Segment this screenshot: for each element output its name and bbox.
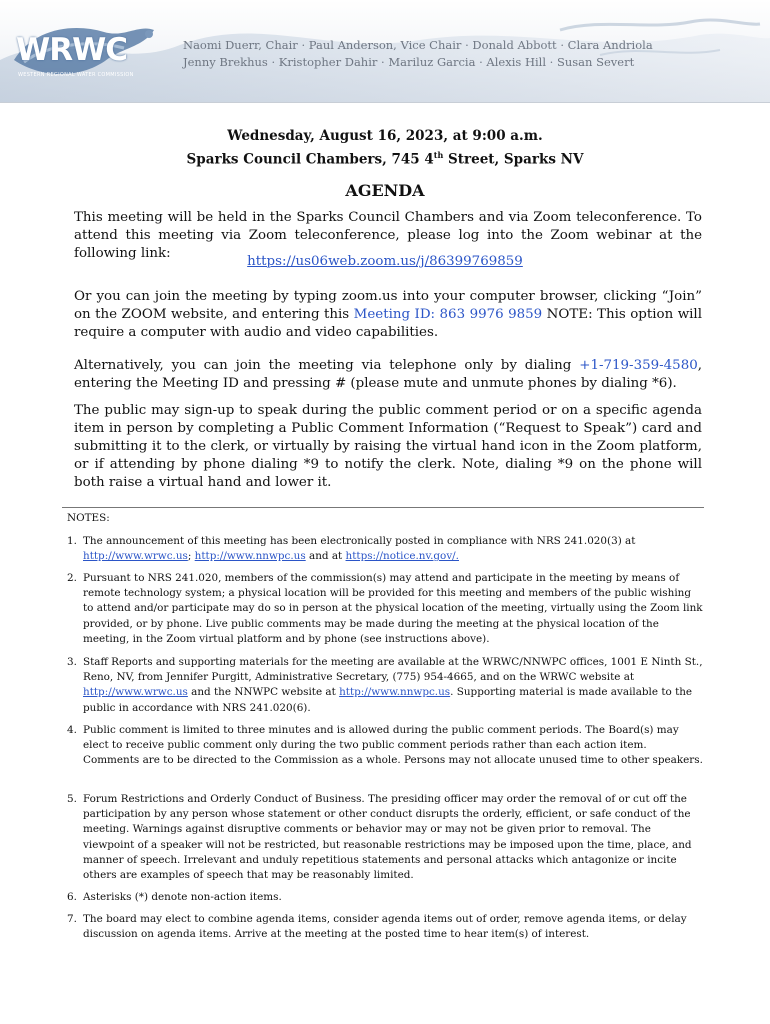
logo-subtitle: WESTERN REGIONAL WATER COMMISSION xyxy=(18,72,134,78)
wrwc-link[interactable]: http://www.wrwc.us xyxy=(83,550,188,563)
wrwc-link[interactable]: http://www.wrwc.us xyxy=(83,686,188,699)
agenda-title: AGENDA xyxy=(345,181,425,200)
join-text: Or you can join the meeting by typing zoom.us into your computer browser, clicking “Join” on the ZOOM website, and entering this xyxy=(74,289,702,322)
board-members-line-2: Jenny Brekhus · Kristopher Dahir · Mariluz Garcia · Alexis Hill · Susan Severt xyxy=(183,55,635,69)
location-superscript: th xyxy=(433,150,444,160)
note-text: Public comment is limited to three minutes and is allowed during the public comment periods. The Board(s) may elect to receive public comment only during the two public comment periods rather than each action item. Comments are to be directed to the Commission as a whole. Persons may not allocate unused time to other speakers. xyxy=(83,724,703,767)
note-number: 5. xyxy=(67,793,77,805)
note-1-separator: ; xyxy=(187,550,195,563)
phone-text-end: , entering the Meeting ID and pressing # (please mute and unmute phones by dialing *6). xyxy=(74,358,702,391)
public-comment-paragraph: The public may sign-up to speak during the public comment period or on a specific agenda item in person by completing a Public Comment Information (“Request to Speak”) card and submitting it to the clerk, or virtually by raising the virtual hand icon in the Zoom platform, or if attending by phone dialing *9 to notify the clerk. Note, dialing *9 on the phone will both raise a virtual hand and lower it. xyxy=(74,403,702,490)
board-members-line-1: Naomi Duerr, Chair · Paul Anderson, Vice Chair · Donald Abbott · Clara Andriola xyxy=(183,38,653,52)
zoom-link[interactable]: https://us06web.zoom.us/j/86399769859 xyxy=(247,254,523,269)
note-text: Asterisks (*) denote non-action items. xyxy=(83,891,282,903)
note-number: 6. xyxy=(67,891,77,903)
logo-text: WRWC xyxy=(16,32,128,68)
location-text-end: Street, Sparks NV xyxy=(443,151,584,168)
note-3-text-end: . Supporting material is made available to the public in accordance with NRS 241.020(6). xyxy=(83,686,693,714)
note-3 xyxy=(67,655,703,716)
note-number: 7. xyxy=(67,913,77,925)
note-number: 3. xyxy=(67,656,77,668)
join-note: NOTE: This option will require a computer with audio and video capabilities. xyxy=(74,307,702,340)
phone-paragraph xyxy=(74,357,702,393)
notes-divider xyxy=(62,507,704,508)
note-text: Pursuant to NRS 241.020, members of the commission(s) may attend and participate in the meeting by means of remote technology system; a physical location will be provided for this meeting and members of the public wishing to attend and/or participate may do so in person at the physical location of the meeting, virtually using the Zoom link provided, or by phone. Live public comments may be made during the meeting at the physical location of the meeting, in the Zoom virtual platform and by phone (see instructions above). xyxy=(83,572,703,645)
note-text xyxy=(83,655,703,716)
note-3-text: Staff Reports and supporting materials for the meeting are available at the WRWC/NNWPC offices, 1001 E Ninth St., Reno, NV, from Jennifer Purgitt, Administrative Secretary, (775) 954-4665, and on the WRWC website at xyxy=(83,656,703,684)
wrwc-logo xyxy=(12,26,132,82)
meeting-date: Wednesday, August 16, 2023, at 9:00 a.m. xyxy=(227,128,543,144)
meeting-location xyxy=(0,146,770,170)
phone-number[interactable]: +1-719-359-4580 xyxy=(579,358,698,373)
note-3-text-mid: and the NNWPC website at xyxy=(187,686,340,699)
note-number: 2. xyxy=(67,572,77,584)
note-1 xyxy=(67,534,703,564)
meeting-id: Meeting ID: 863 9976 9859 xyxy=(353,307,543,322)
phone-text: Alternatively, you can join the meeting via telephone only by dialing xyxy=(74,358,580,373)
note-text xyxy=(83,534,703,564)
note-6 xyxy=(67,890,703,905)
notes-label: NOTES: xyxy=(67,512,110,524)
note-text: Forum Restrictions and Orderly Conduct of Business. The presiding officer may order the removal of or cut off the participation by any person whose statement or other conduct disrupts the orderly, efficient, or safe conduct of the meeting. Warnings against disruptive comments or behavior may or may not be given prior to removal. The viewpoint of a speaker will not be restricted, but reasonable restrictions may be imposed upon the time, place, and manner of speech. Irrelevant and unduly repetitious statements and personal attacks which antagonize or incite others are examples of speech that may be reasonably limited. xyxy=(83,793,692,882)
note-number: 4. xyxy=(67,724,77,736)
note-7 xyxy=(67,912,703,942)
board-members xyxy=(183,37,653,71)
header-banner xyxy=(0,0,770,103)
note-5 xyxy=(67,792,703,883)
intro-paragraph: This meeting will be held in the Sparks Council Chambers and via Zoom teleconference. To attend this meeting via Zoom teleconference, please log into the Zoom webinar at the following link: xyxy=(74,210,702,261)
nnwpc-link[interactable]: http://www.nnwpc.us xyxy=(194,550,306,563)
note-text: The board may elect to combine agenda items, consider agenda items out of order, remove agenda items, or delay discussion on agenda items. Arrive at the meeting at the posted time to hear item(s) of interest. xyxy=(83,913,687,941)
nnwpc-link[interactable]: http://www.nnwpc.us xyxy=(339,686,451,699)
note-1-text-mid: and at xyxy=(305,550,346,563)
join-paragraph xyxy=(74,288,702,342)
note-1-text: The announcement of this meeting has been electronically posted in compliance with NRS 241.020(3) at xyxy=(83,535,636,547)
note-4 xyxy=(67,723,703,769)
notice-nv-link[interactable]: https://notice.nv.gov/. xyxy=(345,550,459,563)
note-2 xyxy=(67,571,703,647)
location-text: Sparks Council Chambers, 745 4 xyxy=(186,151,434,168)
note-number: 1. xyxy=(67,535,77,547)
